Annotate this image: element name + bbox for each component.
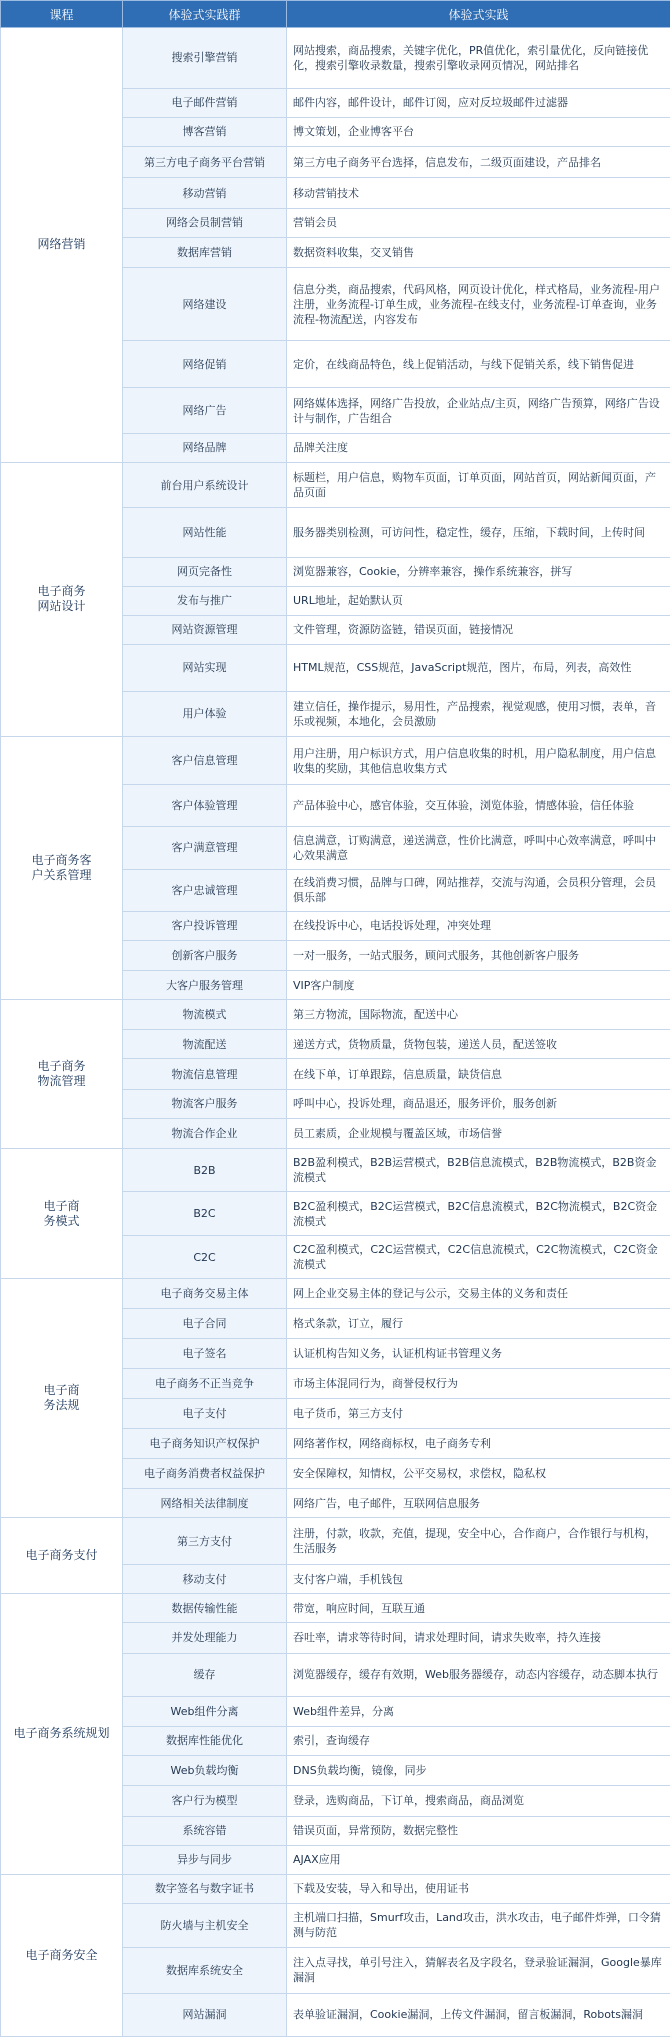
practice-group-cell: 客户信息管理	[123, 737, 287, 785]
table-row	[1, 1594, 670, 1623]
practice-detail-cell: AJAX应用	[287, 1845, 670, 1874]
practice-group-cell: 博客营销	[123, 117, 287, 146]
table-row	[1, 1000, 670, 1030]
practice-group-cell: 电子商务交易主体	[123, 1279, 287, 1308]
table-row	[1, 1149, 670, 1192]
practice-group-cell: 并发处理能力	[123, 1623, 287, 1653]
practice-detail-cell: 错误页面，异常预防，数据完整性	[287, 1816, 670, 1845]
practice-detail-cell: 品牌关注度	[287, 433, 670, 462]
practice-group-cell: 网页完备性	[123, 557, 287, 586]
practice-detail-cell: 网站搜索，商品搜索，关键字优化，PR值优化，索引量优化，反向链接优化，搜索引擎收录数量，搜索引擎收录网页情况，网站排名	[287, 28, 670, 89]
practice-group-cell: 网络建设	[123, 268, 287, 341]
practice-group-cell: 数据库系统安全	[123, 1948, 287, 1994]
practice-group-cell: 大客户服务管理	[123, 970, 287, 999]
practice-detail-cell: 市场主体混同行为，商誉侵权行为	[287, 1369, 670, 1399]
practice-group-cell: 数字签名与数字证书	[123, 1874, 287, 1903]
practice-group-cell: 网站资源管理	[123, 615, 287, 644]
practice-group-cell: 网站漏洞	[123, 1993, 287, 2036]
practice-group-cell: 物流配送	[123, 1030, 287, 1059]
header-row	[1, 1, 670, 28]
practice-group-cell: 电子商务消费者权益保护	[123, 1458, 287, 1488]
practice-detail-cell: Web组件差异，分离	[287, 1696, 670, 1726]
practice-detail-cell: 表单验证漏洞，Cookie漏洞，上传文件漏洞，留言板漏洞，Robots漏洞	[287, 1993, 670, 2036]
practice-group-cell: 系统容错	[123, 1816, 287, 1845]
practice-group-cell: 网络促销	[123, 341, 287, 388]
practice-group-cell: 电子邮件营销	[123, 88, 287, 117]
table-row	[1, 28, 670, 89]
course-name-cell: 电子商务 物流管理	[1, 1000, 123, 1149]
practice-group-cell: 防火墙与主机安全	[123, 1903, 287, 1947]
practice-detail-cell: 博文策划，企业博客平台	[287, 117, 670, 146]
table-header	[1, 1, 670, 28]
practice-group-cell: 电子合同	[123, 1308, 287, 1338]
practice-group-cell: 移动营销	[123, 178, 287, 208]
practice-group-cell: 网站实现	[123, 644, 287, 691]
practice-detail-cell: 支付客户端，手机钱包	[287, 1565, 670, 1594]
practice-detail-cell: 一对一服务，一站式服务，顾问式服务，其他创新客户服务	[287, 940, 670, 970]
practice-group-cell: Web组件分离	[123, 1696, 287, 1726]
practice-detail-cell: B2B盈利模式，B2B运营模式，B2B信息流模式，B2B物流模式，B2B资金流模式	[287, 1149, 670, 1192]
course-name-cell: 电子商务客 户关系管理	[1, 737, 123, 1000]
practice-detail-cell: 注入点寻找，单引号注入，猜解表名及字段名，登录验证漏洞，Google暴库漏洞	[287, 1948, 670, 1994]
practice-detail-cell: 电子货币，第三方支付	[287, 1399, 670, 1428]
practice-group-cell: 客户体验管理	[123, 785, 287, 827]
practice-group-cell: B2C	[123, 1192, 287, 1236]
course-name-cell: 电子商务系统规划	[1, 1594, 123, 1875]
practice-group-cell: 网络品牌	[123, 433, 287, 462]
practice-detail-cell: 信息满意，订购满意，递送满意，性价比满意，呼叫中心效率满意，呼叫中心效果满意	[287, 826, 670, 869]
practice-detail-cell: 格式条款，订立，履行	[287, 1308, 670, 1338]
practice-detail-cell: HTML规范，CSS规范，JavaScript规范，图片，布局，列表，高效性	[287, 644, 670, 691]
practice-group-cell: 物流信息管理	[123, 1059, 287, 1089]
practice-group-cell: Web负载均衡	[123, 1755, 287, 1785]
practice-group-cell: 第三方电子商务平台营销	[123, 146, 287, 178]
practice-detail-cell: 营销会员	[287, 208, 670, 237]
practice-detail-cell: 网络著作权，网络商标权，电子商务专利	[287, 1428, 670, 1458]
practice-detail-cell: 在线投诉中心，电话投诉处理，冲突处理	[287, 911, 670, 940]
practice-detail-cell: 标题栏，用户信息，购物车页面，订单页面，网站首页，网站新闻页面，产品页面	[287, 462, 670, 508]
practice-detail-cell: 网络媒体选择，网络广告投放，企业站点/主页，网络广告预算，网络广告设计与制作，广告组合	[287, 388, 670, 434]
practice-group-cell: 网络相关法律制度	[123, 1489, 287, 1518]
practice-group-cell: 创新客户服务	[123, 940, 287, 970]
practice-detail-cell: 认证机构告知义务，认证机构证书管理义务	[287, 1338, 670, 1368]
practice-group-cell: 数据库性能优化	[123, 1726, 287, 1755]
practice-detail-cell: VIP客户制度	[287, 970, 670, 999]
practice-detail-cell: B2C盈利模式，B2C运营模式，B2C信息流模式，B2C物流模式，B2C资金流模式	[287, 1192, 670, 1236]
practice-group-cell: 缓存	[123, 1653, 287, 1696]
practice-group-cell: 电子支付	[123, 1399, 287, 1428]
practice-group-cell: 客户行为模型	[123, 1786, 287, 1816]
table-body	[1, 28, 670, 2037]
table-row	[1, 1874, 670, 1903]
practice-detail-cell: 在线下单，订单跟踪，信息质量，缺货信息	[287, 1059, 670, 1089]
practice-group-cell: 电子商务不正当竞争	[123, 1369, 287, 1399]
practice-group-cell: B2B	[123, 1149, 287, 1192]
practice-group-cell: 移动支付	[123, 1565, 287, 1594]
practice-detail-cell: 产品体验中心，感官体验，交互体验，浏览体验，情感体验，信任体验	[287, 785, 670, 827]
course-name-cell: 电子商 务法规	[1, 1279, 123, 1518]
course-name-cell: 电子商务 网站设计	[1, 462, 123, 736]
practice-group-cell: 用户体验	[123, 691, 287, 737]
table-row	[1, 1279, 670, 1308]
practice-detail-cell: 安全保障权，知情权，公平交易权，求偿权，隐私权	[287, 1458, 670, 1488]
practice-group-cell: 网络广告	[123, 388, 287, 434]
practice-group-cell: 物流模式	[123, 1000, 287, 1030]
header-practice: 体验式实践	[287, 1, 670, 28]
practice-group-cell: 网站性能	[123, 508, 287, 557]
practice-detail-cell: 呼叫中心，投诉处理，商品退还，服务评价，服务创新	[287, 1089, 670, 1118]
practice-detail-cell: 邮件内容，邮件设计，邮件订阅，应对反垃圾邮件过滤器	[287, 88, 670, 117]
course-name-cell: 电子商务安全	[1, 1874, 123, 2036]
practice-detail-cell: 数据资料收集，交叉销售	[287, 237, 670, 267]
practice-detail-cell: 带宽，响应时间，互联互通	[287, 1594, 670, 1623]
practice-group-cell: 物流客户服务	[123, 1089, 287, 1118]
course-name-cell: 电子商务支付	[1, 1518, 123, 1594]
practice-detail-cell: 第三方电子商务平台选择，信息发布，二级页面建设，产品排名	[287, 146, 670, 178]
practice-group-cell: 异步与同步	[123, 1845, 287, 1874]
practice-group-cell: 发布与推广	[123, 586, 287, 615]
practice-detail-cell: 登录，选购商品，下订单，搜索商品，商品浏览	[287, 1786, 670, 1816]
practice-detail-cell: 在线消费习惯，品牌与口碑，网站推荐，交流与沟通，会员积分管理，会员俱乐部	[287, 869, 670, 911]
practice-detail-cell: 浏览器缓存，缓存有效期，Web服务器缓存，动态内容缓存，动态脚本执行	[287, 1653, 670, 1696]
practice-detail-cell: 信息分类，商品搜索，代码风格，网页设计优化，样式格局，业务流程-用户注册，业务流程-订单生成，业务流程-在线支付，业务流程-订单查询，业务流程-物流配送，内容发布	[287, 268, 670, 341]
practice-detail-cell: 建立信任，操作提示，易用性，产品搜索，视觉观感，使用习惯，表单，音乐或视频，本地化，会员激励	[287, 691, 670, 737]
practice-group-cell: 客户忠诚管理	[123, 869, 287, 911]
practice-detail-cell: 网上企业交易主体的登记与公示，交易主体的义务和责任	[287, 1279, 670, 1308]
practice-group-cell: 第三方支付	[123, 1518, 287, 1565]
practice-detail-cell: 下载及安装，导入和导出，使用证书	[287, 1874, 670, 1903]
practice-detail-cell: 索引，查询缓存	[287, 1726, 670, 1755]
header-course: 课程	[1, 1, 123, 28]
practice-detail-cell: 移动营销技术	[287, 178, 670, 208]
practice-detail-cell: 主机端口扫描，Smurf攻击，Land攻击，洪水攻击，电子邮件炸弹，口令猜测与防范	[287, 1903, 670, 1947]
practice-detail-cell: C2C盈利模式，C2C运营模式，C2C信息流模式，C2C物流模式，C2C资金流模式	[287, 1236, 670, 1279]
practice-detail-cell: 网络广告，电子邮件，互联网信息服务	[287, 1489, 670, 1518]
practice-detail-cell: DNS负载均衡，镜像，同步	[287, 1755, 670, 1785]
practice-detail-cell: 员工素质，企业规模与覆盖区域，市场信誉	[287, 1118, 670, 1148]
practice-group-cell: 数据库营销	[123, 237, 287, 267]
practice-group-cell: 电子商务知识产权保护	[123, 1428, 287, 1458]
practice-detail-cell: URL地址，起始默认页	[287, 586, 670, 615]
table-row	[1, 1518, 670, 1565]
practice-detail-cell: 文件管理，资源防盗链，错误页面，链接情况	[287, 615, 670, 644]
practice-group-cell: 客户满意管理	[123, 826, 287, 869]
practice-group-cell: 电子签名	[123, 1338, 287, 1368]
header-group: 体验式实践群	[123, 1, 287, 28]
practice-group-cell: 网络会员制营销	[123, 208, 287, 237]
practice-group-cell: C2C	[123, 1236, 287, 1279]
practice-detail-cell: 递送方式，货物质量，货物包装，递送人员，配送签收	[287, 1030, 670, 1059]
practice-detail-cell: 定价，在线商品特色，线上促销活动，与线下促销关系，线下销售促进	[287, 341, 670, 388]
practice-group-cell: 搜索引擎营销	[123, 28, 287, 89]
practice-group-cell: 数据传输性能	[123, 1594, 287, 1623]
course-name-cell: 电子商 务模式	[1, 1149, 123, 1279]
practice-detail-cell: 第三方物流，国际物流，配送中心	[287, 1000, 670, 1030]
table-row	[1, 737, 670, 785]
course-name-cell: 网络营销	[1, 28, 123, 463]
practice-group-cell: 物流合作企业	[123, 1118, 287, 1148]
table-row	[1, 462, 670, 508]
practice-group-cell: 客户投诉管理	[123, 911, 287, 940]
practice-detail-cell: 用户注册，用户标识方式，用户信息收集的时机，用户隐私制度，用户信息收集的奖励，其他信息收集方式	[287, 737, 670, 785]
practice-detail-cell: 浏览器兼容，Cookie，分辨率兼容，操作系统兼容，拼写	[287, 557, 670, 586]
practice-detail-cell: 吞吐率，请求等待时间，请求处理时间，请求失败率，持久连接	[287, 1623, 670, 1653]
practice-detail-cell: 服务器类别检测，可访问性，稳定性，缓存，压缩，下载时间，上传时间	[287, 508, 670, 557]
practice-group-cell: 前台用户系统设计	[123, 462, 287, 508]
practice-detail-cell: 注册，付款，收款，充值，提现，安全中心，合作商户，合作银行与机构，生活服务	[287, 1518, 670, 1565]
